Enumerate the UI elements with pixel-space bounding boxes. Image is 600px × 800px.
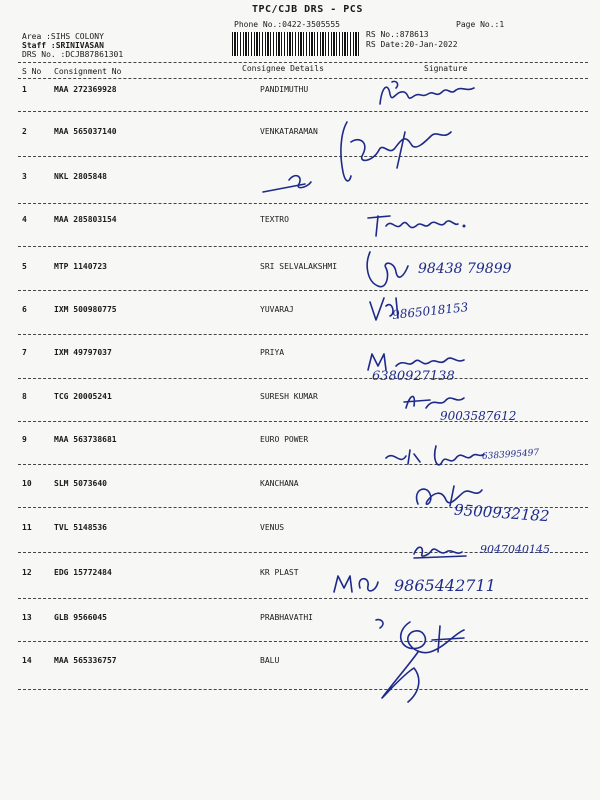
row-divider	[18, 641, 588, 642]
phone-number: Phone No.:0422-3505555	[234, 20, 340, 29]
handwritten-phone-row-11: 9047040145	[480, 543, 550, 556]
handwritten-phone-row-9: 6383995497	[481, 448, 540, 462]
row-sno: 14	[22, 656, 32, 665]
row-divider	[18, 246, 588, 247]
row-consignment: MAA 272369928	[54, 85, 117, 94]
row-consignee: KANCHANA	[260, 479, 299, 488]
signature-row-13-14	[360, 612, 480, 712]
col-header-consignment: Consignment No	[54, 67, 122, 76]
row-divider	[18, 334, 588, 335]
table-row	[0, 305, 600, 325]
table-row	[0, 348, 600, 368]
signature-row-12	[330, 570, 390, 600]
rs-number: RS No.:878613	[366, 30, 429, 39]
row-sno: 12	[22, 568, 32, 577]
row-consignment: MTP 1140723	[54, 262, 107, 271]
document-title: TPC/CJB DRS - PCS	[252, 4, 363, 15]
row-consignee: EURO POWER	[260, 435, 309, 444]
row-sno: 5	[22, 262, 27, 271]
signature-row-2-3	[255, 112, 465, 202]
row-consignment: IXM 500980775	[54, 305, 117, 314]
row-consignment: MAA 565037140	[54, 127, 117, 136]
page-number: Page No.:1	[456, 20, 505, 29]
row-divider	[18, 203, 588, 204]
row-sno: 7	[22, 348, 27, 357]
area-label: Area :SIHS COLONY	[22, 32, 104, 41]
staff-name: SRINIVASAN	[55, 41, 104, 50]
row-consignee: SRI SELVALAKSHMI	[260, 262, 338, 271]
row-consignee: YUVARAJ	[260, 305, 294, 314]
row-sno: 10	[22, 479, 32, 488]
rs-date: RS Date:20-Jan-2022	[366, 40, 458, 49]
row-consignment: NKL 2805848	[54, 172, 107, 181]
row-consignment: MAA 285803154	[54, 215, 117, 224]
row-sno: 11	[22, 523, 32, 532]
row-consignment: GLB 9566045	[54, 613, 107, 622]
signature-row-11	[410, 540, 472, 560]
col-header-sno: S No	[22, 67, 42, 76]
drs-number: DRS No. :DCJB87861301	[22, 50, 124, 59]
columns-divider	[18, 78, 588, 79]
table-row	[0, 215, 600, 235]
table-row	[0, 656, 600, 676]
row-divider	[18, 598, 588, 599]
row-sno: 13	[22, 613, 32, 622]
row-divider	[18, 378, 588, 379]
handwritten-phone-row-6: 9865018153	[391, 300, 469, 322]
row-consignment: TCG 20005241	[54, 392, 112, 401]
row-consignment: MAA 563738681	[54, 435, 117, 444]
row-consignee: PANDIMUTHU	[260, 85, 309, 94]
table-row	[0, 568, 600, 588]
handwritten-phone-row-12: 9865442711	[394, 576, 496, 595]
staff-label: Staff :	[22, 41, 56, 50]
handwritten-phone-row-5: 98438 79899	[418, 261, 512, 277]
col-header-consignee: Consignee Details	[242, 64, 324, 73]
row-sno: 4	[22, 215, 27, 224]
row-sno: 3	[22, 172, 27, 181]
table-row	[0, 613, 600, 633]
row-consignee: PRIYA	[260, 348, 285, 357]
barcode	[232, 32, 360, 56]
row-consignee: VENKATARAMAN	[260, 127, 318, 136]
row-consignment: IXM 49797037	[54, 348, 112, 357]
row-divider	[18, 464, 588, 465]
row-sno: 2	[22, 127, 27, 136]
row-consignee: TEXTRO	[260, 215, 289, 224]
handwritten-phone-row-8: 9003587612	[440, 409, 517, 423]
row-consignment: SLM 5073640	[54, 479, 107, 488]
table-row	[0, 479, 600, 499]
signature-row-1	[370, 76, 490, 110]
signature-row-9	[380, 440, 490, 474]
row-consignment: MAA 565336757	[54, 656, 117, 665]
row-consignment: EDG 15772484	[54, 568, 112, 577]
signature-row-4	[362, 208, 472, 240]
row-consignee: BALU	[260, 656, 280, 665]
row-consignee: KR PLAST	[260, 568, 299, 577]
row-sno: 8	[22, 392, 27, 401]
handwritten-phone-row-7: 6380927138	[372, 369, 455, 384]
row-consignee: PRABHAVATHI	[260, 613, 313, 622]
row-divider	[18, 689, 588, 690]
header-divider	[18, 62, 588, 63]
row-sno: 9	[22, 435, 27, 444]
handwritten-phone-row-10: 9500932182	[453, 500, 550, 526]
row-consignment: TVL 5148536	[54, 523, 107, 532]
row-sno: 6	[22, 305, 27, 314]
table-row	[0, 523, 600, 543]
row-divider	[18, 290, 588, 291]
row-consignee: VENUS	[260, 523, 285, 532]
row-consignee: SURESH KUMAR	[260, 392, 318, 401]
col-header-signature: Signature	[424, 64, 468, 73]
table-row	[0, 85, 600, 105]
row-sno: 1	[22, 85, 27, 94]
